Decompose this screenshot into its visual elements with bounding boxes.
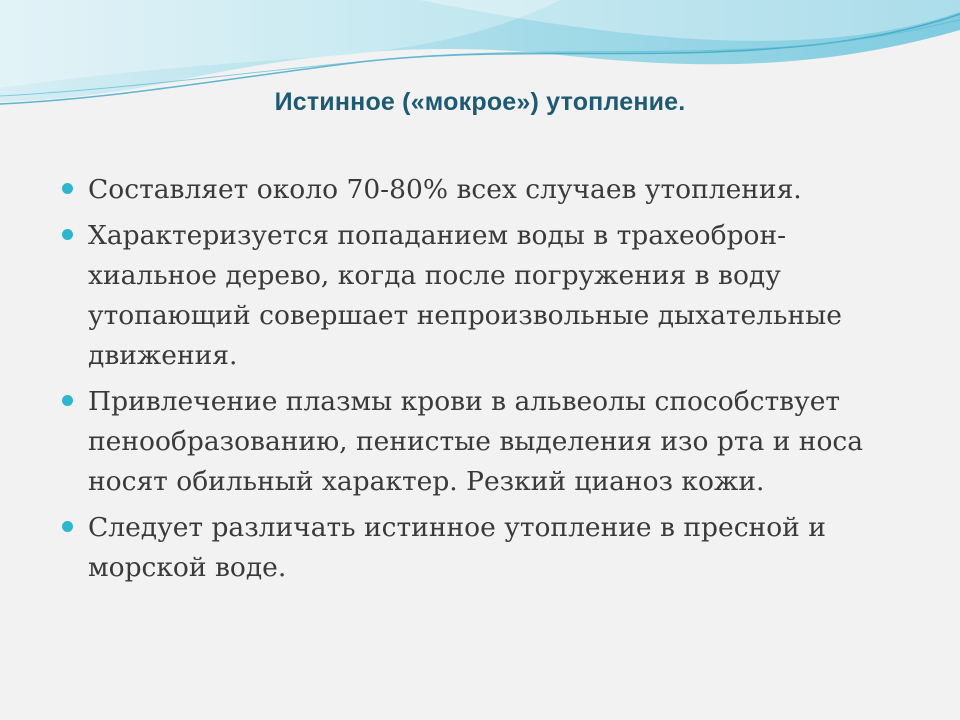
bullet-text: Следует различать истинное утопление в пресной и морской воде. (88, 512, 826, 583)
slide-title: Истинное («мокрое») утопление. (274, 88, 686, 116)
bullet-dot-icon (62, 183, 73, 194)
bullet-list (62, 170, 902, 594)
list-item (62, 216, 902, 376)
list-item (62, 170, 902, 210)
bullet-text: Составляет около 70-80% всех случаев утопления. (88, 174, 802, 205)
bullet-text: Характеризуется попаданием воды в трахеоброн-хиальное дерево, когда после погружения в воду утопающий совершает непроизвольные дыхательные движения. (88, 220, 842, 371)
bullet-text: Привлечение плазмы крови в альвеолы способствует пенообразованию, пенистые выделения изо рта и носа носят обильный характер. Резкий цианоз кожи. (88, 386, 864, 497)
bullet-dot-icon (62, 395, 73, 406)
bullet-dot-icon (62, 521, 73, 532)
bullet-dot-icon (62, 229, 73, 240)
list-item (62, 382, 902, 502)
list-item (62, 508, 902, 588)
